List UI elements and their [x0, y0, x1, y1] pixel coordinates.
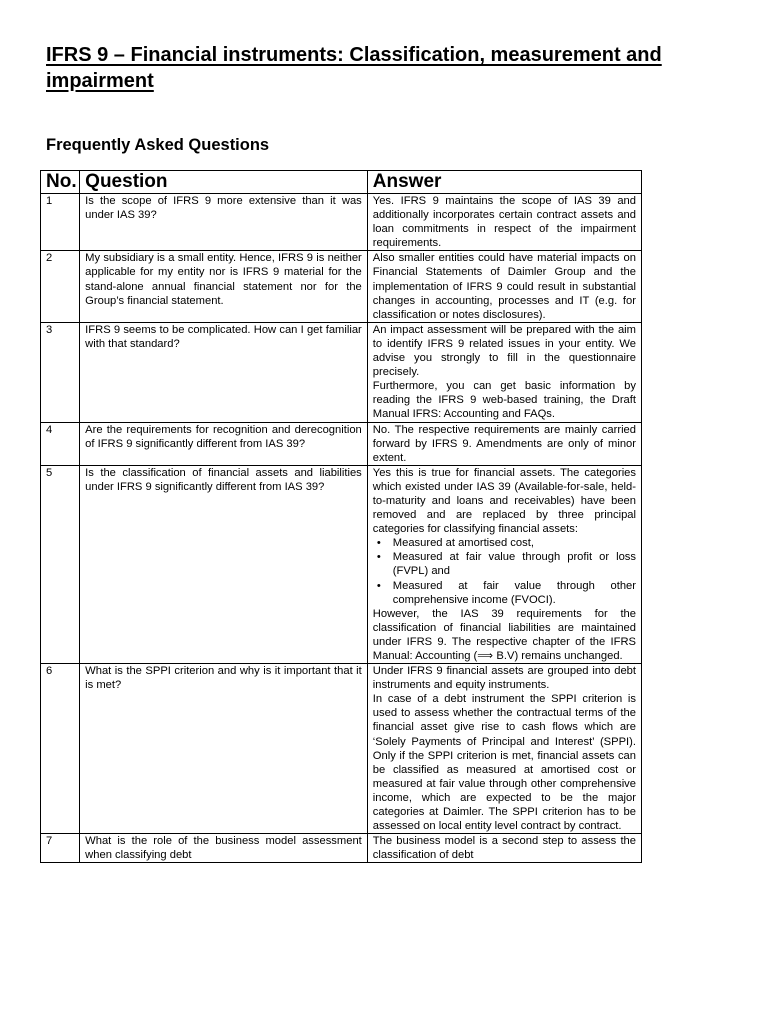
question-cell: What is the SPPI criterion and why is it important that it is met? — [80, 664, 368, 834]
row-number: 5 — [41, 465, 80, 663]
row-number: 6 — [41, 664, 80, 834]
answer-paragraph: Yes this is true for financial assets. The categories which existed under IAS 39 (Available-for-sale, held-to-maturity and loans and receivables) have been removed and are replaced by three principal categories for classifying financial assets: — [372, 466, 636, 536]
row-number: 7 — [41, 834, 80, 863]
category-list — [373, 536, 636, 606]
header-question: Question — [80, 171, 368, 194]
faq-table — [40, 170, 642, 863]
answer-cell — [367, 322, 641, 422]
question-cell: IFRS 9 seems to be complicated. How can I get familiar with that standard? — [80, 322, 368, 422]
answer-paragraph: An impact assessment will be prepared with the aim to identify IFRS 9 related issues in your entity. We advise you strongly to fill in the questionnaire precisely. — [372, 323, 636, 379]
table-row — [41, 422, 642, 465]
question-cell: Is the scope of IFRS 9 more extensive than it was under IAS 39? — [80, 194, 368, 251]
table-row — [41, 465, 642, 663]
row-number: 1 — [41, 194, 80, 251]
answer-cell: Yes. IFRS 9 maintains the scope of IAS 39 and additionally incorporates certain contract assets and loan commitments in respect of the impairment requirements. — [367, 194, 641, 251]
header-no: No. — [41, 171, 80, 194]
table-row — [41, 834, 642, 863]
table-header-row — [41, 171, 642, 194]
row-number: 3 — [41, 322, 80, 422]
faq-heading: Frequently Asked Questions — [46, 136, 270, 154]
answer-cell — [367, 465, 641, 663]
list-item: • Measured at fair value through profit or loss (FVPL) and — [393, 550, 636, 578]
list-item: • Measured at fair value through other comprehensive income (FVOCI). — [393, 579, 636, 607]
answer-cell: No. The respective requirements are mainly carried forward by IFRS 9. Amendments are only of minor extent. — [367, 422, 641, 465]
table-row — [41, 251, 642, 322]
question-cell: Are the requirements for recognition and derecognition of IFRS 9 significantly different from IAS 39? — [80, 422, 368, 465]
document-title: IFRS 9 – Financial instruments: Classification, measurement and impairment — [46, 44, 662, 92]
answer-cell — [367, 664, 641, 834]
header-answer: Answer — [367, 171, 641, 194]
answer-paragraph: Under IFRS 9 financial assets are grouped into debt instruments and equity instruments. — [372, 665, 636, 692]
answer-paragraph: Furthermore, you can get basic information by reading the IFRS 9 web-based training, the Draft Manual IFRS: Accounting and FAQs. — [372, 380, 636, 421]
table-row — [41, 194, 642, 251]
row-number: 2 — [41, 251, 80, 322]
answer-paragraph: In case of a debt instrument the SPPI criterion is used to assess whether the contractual terms of the financial asset give rise to cash flows which are ‘Solely Payments of Principal and Interest’ (SPPI). Only if the SPPI criterion is met, financial assets can be classified as measured at amortised cost or measured at fair value through other comprehensive income, which are expected to be the major categories at Daimler. The SPPI criterion has to be assessed on local entity level contract by contract. — [372, 693, 636, 833]
question-cell: My subsidiary is a small entity. Hence, IFRS 9 is neither applicable for my entity nor is IFRS 9 material for the stand-alone annual financial statement nor for the Group’s financial statement. — [80, 251, 368, 322]
question-cell: What is the role of the business model assessment when classifying debt — [80, 834, 368, 863]
question-cell: Is the classification of financial assets and liabilities under IFRS 9 significantly different from IAS 39? — [80, 465, 368, 663]
table-row — [41, 664, 642, 834]
answer-cell: The business model is a second step to assess the classification of debt — [367, 834, 641, 863]
table-row — [41, 322, 642, 422]
answer-cell: Also smaller entities could have material impacts on Financial Statements of Daimler Group and the implementation of IFRS 9 could result in substantial changes in accounting, processes and IT (e.g. for classification or notes disclosures). — [367, 251, 641, 322]
list-item: • Measured at amortised cost, — [393, 536, 636, 550]
row-number: 4 — [41, 422, 80, 465]
answer-paragraph: However, the IAS 39 requirements for the classification of financial liabilities are maintained under IFRS 9. The respective chapter of the IFRS Manual: Accounting (⟹ B.V) remains unchanged. — [372, 607, 636, 662]
